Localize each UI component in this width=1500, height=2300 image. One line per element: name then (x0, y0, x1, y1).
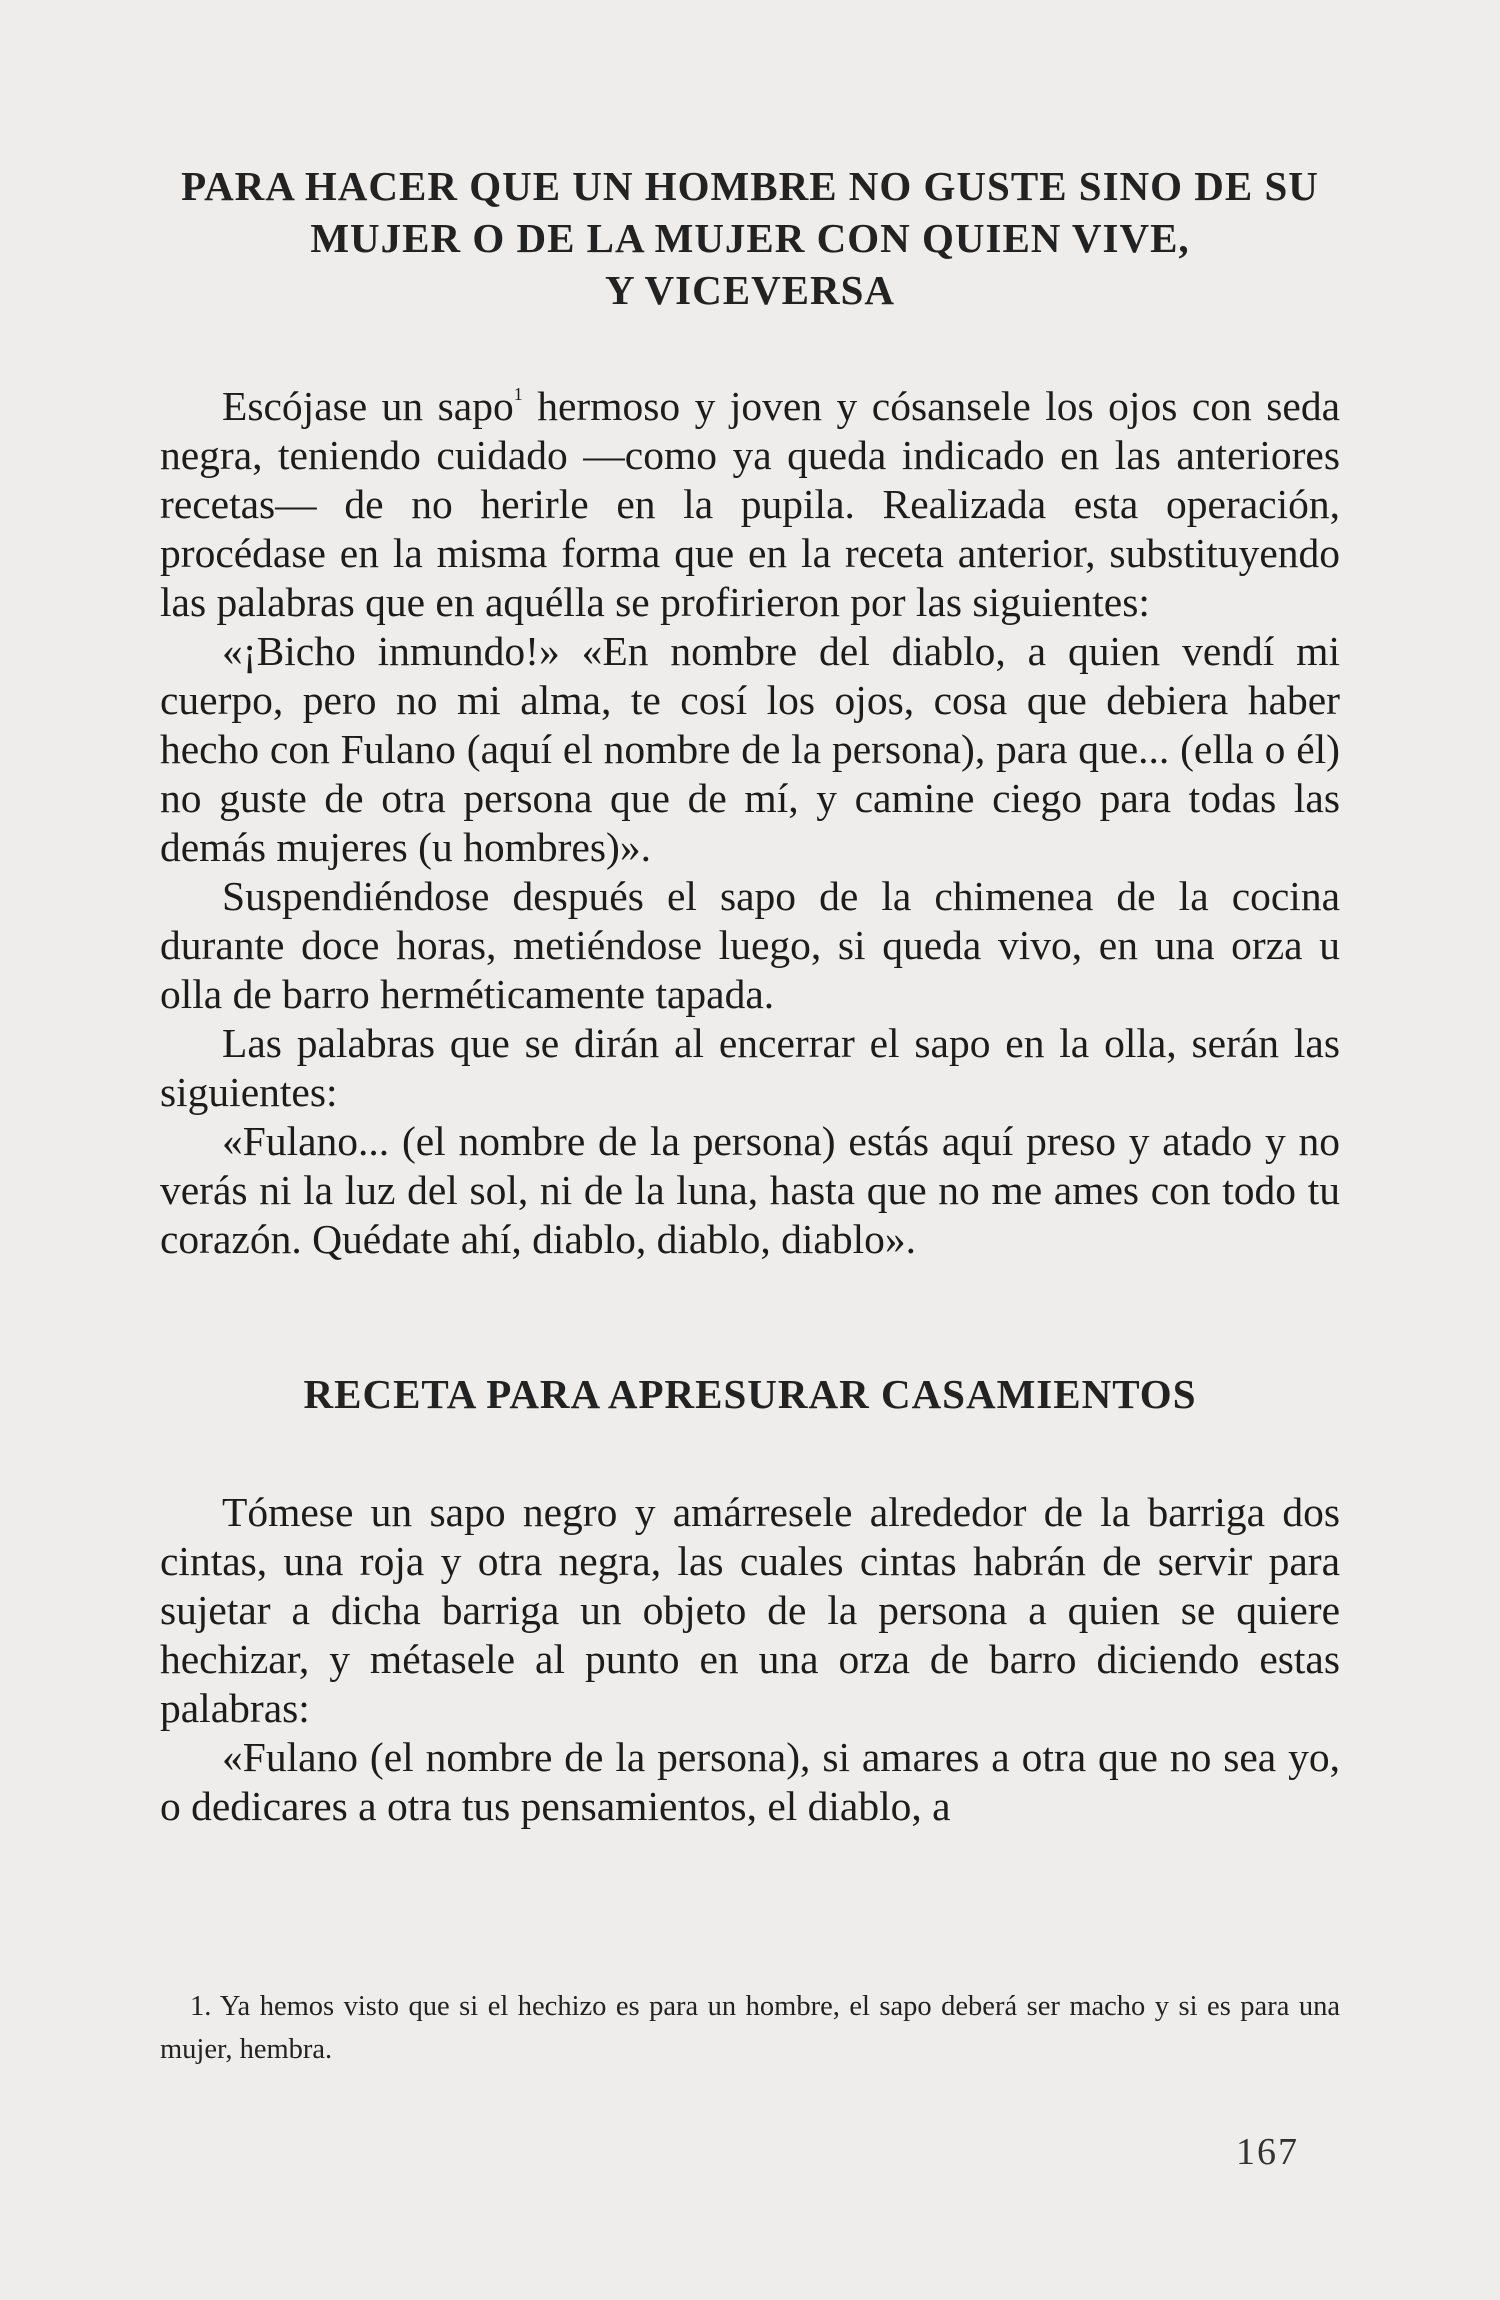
paragraph: «Fulano... (el nombre de la persona) estás aquí preso y atado y no verás ni la luz del sol, ni de la luna, hasta que no me ames con todo tu corazón. Quédate ahí, diablo, diablo, diablo». (160, 1118, 1340, 1262)
paragraph (160, 382, 1340, 627)
paragraph-text: Escójase un sapo (222, 383, 514, 429)
heading-line: MUJER O DE LA MUJER CON QUIEN VIVE, (310, 215, 1190, 261)
section-heading (160, 1368, 1340, 1420)
heading-line: PARA HACER QUE UN HOMBRE NO GUSTE SINO DE SU (181, 163, 1319, 209)
paragraph: Las palabras que se dirán al encerrar el sapo en la olla, serán las siguientes: (160, 1020, 1340, 1115)
heading-line: Y VICEVERSA (604, 267, 896, 313)
heading-line: RECETA PARA APRESURAR CASAMIENTOS (303, 1371, 1197, 1417)
paragraph-text: hermoso y joven y cósansele los ojos con seda negra, teniendo cuidado —como ya queda indicado en las anteriores recetas— de no herirle en la pupila. Realizada esta operación, procédase en la misma forma que en la receta anterior, substituyendo las palabras que en aquélla se profirieron por las siguientes: (160, 383, 1340, 625)
paragraph: Suspendiéndose después el sapo de la chimenea de la cocina durante doce horas, metiéndose luego, si queda vivo, en una orza u olla de barro herméticamente tapada. (160, 873, 1340, 1017)
page-number: 167 (1236, 2131, 1299, 2173)
paragraph: Tómese un sapo negro y amárresele alrededor de la barriga dos cintas, una roja y otra negra, las cuales cintas habrán de servir para sujetar a dicha barriga un objeto de la persona a quien se quiere hechizar, y métasele al punto en una orza de barro diciendo estas palabras: (160, 1489, 1340, 1731)
footnote-marker: 1 (513, 384, 523, 404)
footnote: 1. Ya hemos visto que si el hechizo es para un hombre, el sapo deberá ser macho y si es para una mujer, hembra. (160, 1991, 1340, 2065)
section-heading (160, 160, 1340, 316)
paragraph: «Fulano (el nombre de la persona), si amares a otra que no sea yo, o dedicares a otra tus pensamientos, el diablo, a (160, 1734, 1340, 1829)
paragraph: «¡Bicho inmundo!» «En nombre del diablo, a quien vendí mi cuerpo, pero no mi alma, te cosí los ojos, cosa que debiera haber hecho con Fulano (aquí el nombre de la persona), para que... (ella o él) no guste de otra persona que de mí, y camine ciego para todas las demás mujeres (u hombres)». (160, 628, 1340, 870)
page-content (160, 160, 1340, 1831)
